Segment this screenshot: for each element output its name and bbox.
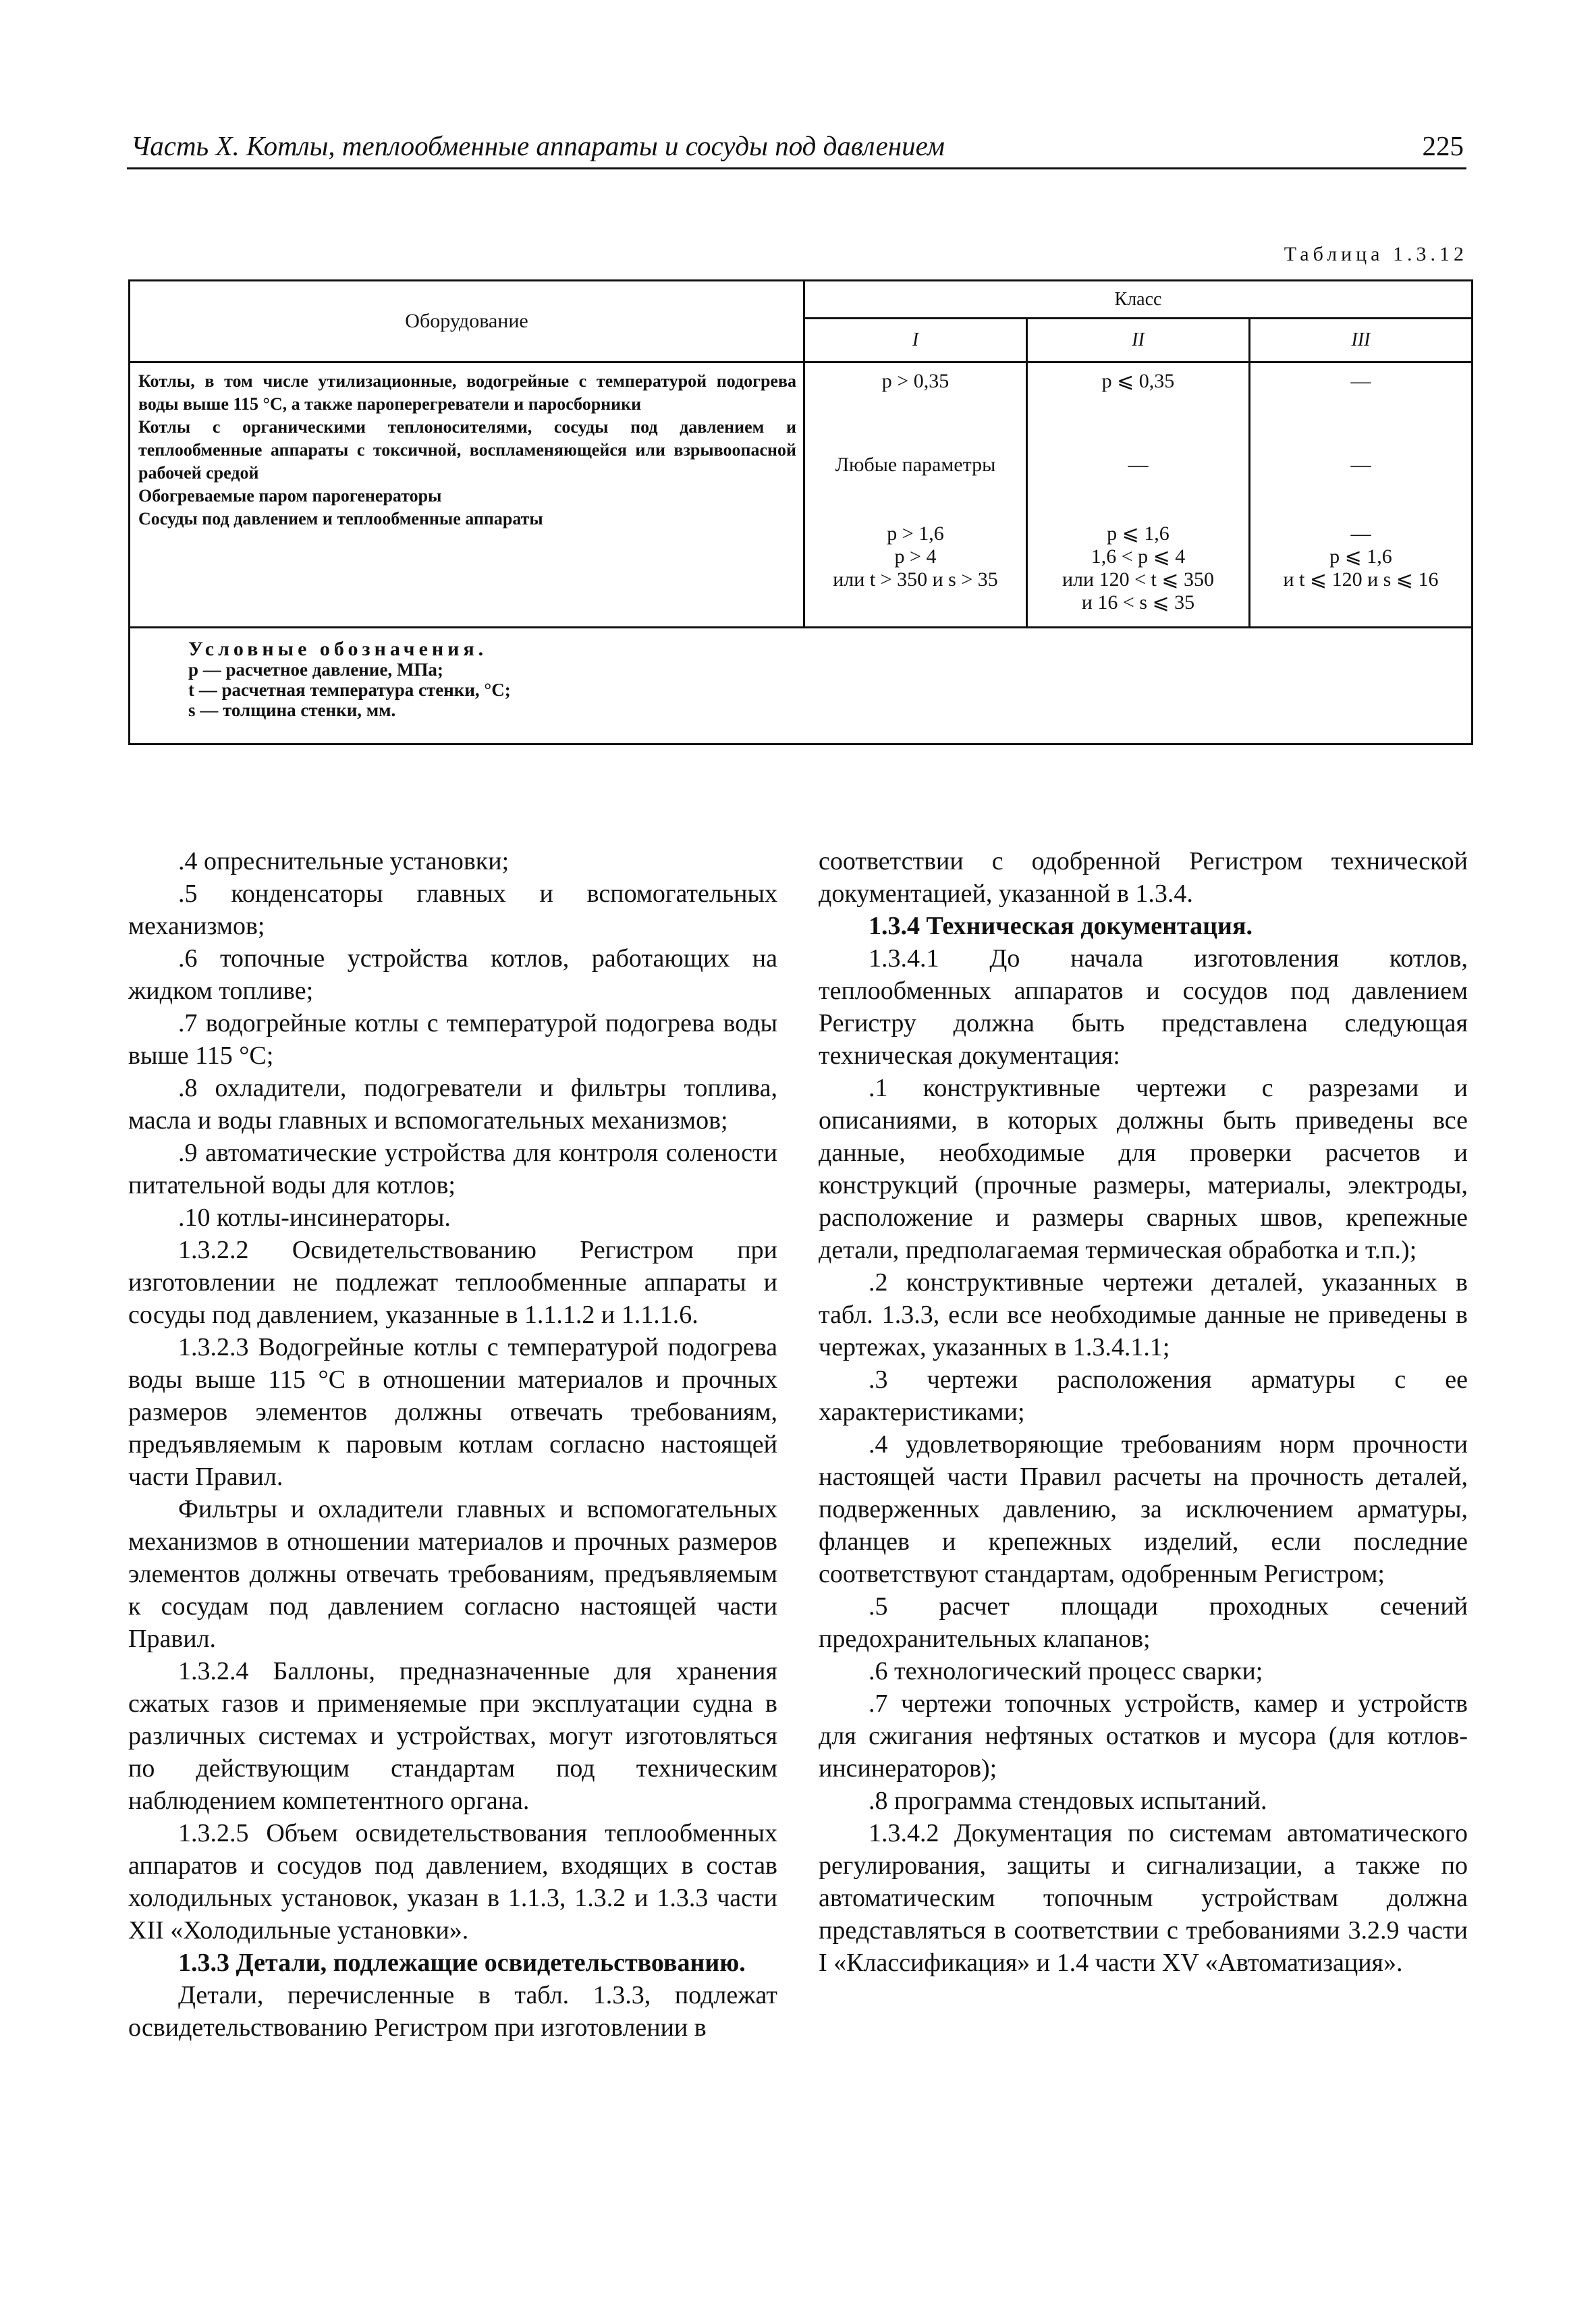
class2-value: 1,6 < p ⩽ 4	[1091, 545, 1186, 568]
class3-value: —	[1350, 370, 1371, 392]
classification-table	[128, 279, 1473, 745]
class3-value: —	[1350, 454, 1371, 476]
class1-value: p > 0,35	[881, 370, 950, 392]
running-header	[127, 127, 1466, 169]
legend-title: Условные обозначения.	[188, 638, 488, 660]
paragraph: .8 программа стендовых испытаний.	[869, 1787, 1267, 1815]
class2-cell	[1027, 362, 1250, 628]
class2-value: и 16 < s ⩽ 35	[1081, 591, 1195, 614]
paragraph: .2 конструктивные чертежи деталей, указанных в табл. 1.3.3, если все необходимые данные не приведены в чертежах, указанных в 1.3.4.1.1;	[819, 1268, 1468, 1361]
paragraph: соответствии с одобренной Регистром технической документацией, указанной в 1.3.4.	[819, 847, 1468, 908]
legend-cell	[130, 628, 1473, 744]
paragraph: .7 чертежи топочных устройств, камер и устройств для сжигания нефтяных остатков и мусора (для котлов-инсинераторов);	[819, 1689, 1468, 1783]
left-column	[128, 845, 777, 2044]
paragraph: .8 охладители, подогреватели и фильтры топлива, масла и воды главных и вспомогательных механизмов;	[128, 1074, 777, 1135]
paragraph: .4 опреснительные установки;	[178, 847, 510, 875]
paragraph: 1.3.2.4 Баллоны, предназначенные для хранения сжатых газов и применяемые при эксплуатации судна в различных системах и устройствах, могут изготовляться по действующим стандартам под техническим наблюдением компетентного органа.	[128, 1657, 777, 1815]
paragraph: .9 автоматические устройства для контроля солености питательной воды для котлов;	[128, 1139, 777, 1199]
paragraph: .7 водогрейные котлы с температурой подогрева воды выше 115 °С;	[128, 1009, 777, 1070]
class3-value: и t ⩽ 120 и s ⩽ 16	[1283, 568, 1439, 591]
paragraph: .6 технологический процесс сварки;	[869, 1657, 1263, 1685]
legend-s: s — толщина стенки, мм.	[188, 700, 396, 720]
class2-value: p ⩽ 1,6	[1107, 522, 1170, 545]
paragraph: .4 удовлетворяющие требованиям норм прочности настоящей части Правил расчеты на прочность деталей, подверженных давлению, за исключением арматуры, фланцев и крепежных изделий, если последние соответствуют стандартам, одобренным Регистром;	[819, 1430, 1468, 1588]
class2-value: или 120 < t ⩽ 350	[1062, 568, 1214, 591]
section-heading: 1.3.4 Техническая документация.	[869, 912, 1253, 940]
paragraph: .5 расчет площади проходных сечений предохранительных клапанов;	[819, 1592, 1468, 1653]
paragraph: 1.3.2.5 Объем освидетельствования теплообменных аппаратов и сосудов под давлением, входящих в состав холодильных установок, указан в 1.1.3, 1.3.2 и 1.3.3 части XII «Холодильные установки».	[128, 1819, 777, 1945]
table-caption: Таблица 1.3.12	[1284, 243, 1468, 265]
class-label-1: I	[804, 319, 1027, 362]
paragraph: .5 конденсаторы главных и вспомогательных механизмов;	[128, 879, 777, 940]
class2-value: —	[1128, 454, 1149, 476]
class-label-2: II	[1027, 319, 1250, 362]
header-equipment: Оборудование	[130, 281, 804, 362]
legend-p: p — расчетное давление, МПа;	[188, 659, 443, 680]
class3-cell	[1250, 362, 1473, 628]
class1-value: Любые параметры	[835, 454, 996, 476]
paragraph: .6 топочные устройства котлов, работающих на жидком топливе;	[128, 944, 777, 1005]
equipment-item: Обогреваемые паром парогенераторы	[138, 486, 442, 506]
equipment-item: Сосуды под давлением и теплообменные аппараты	[138, 509, 543, 529]
legend-t: t — расчетная температура стенки, °С;	[188, 680, 511, 700]
paragraph: Фильтры и охладители главных и вспомогательных механизмов в отношении материалов и прочных размеров элементов должны отвечать требованиям, предъявляемым к сосудам под давлением согласно настоящей части Правил.	[128, 1495, 777, 1653]
paragraph: .1 конструктивные чертежи с разрезами и описаниями, в которых должны быть приведены все данные, необходимые для проверки расчетов и конструкций (прочные размеры, материалы, электроды, расположение и размеры сварных швов, крепежные детали, предполагаемая термическая обработка и т.п.);	[819, 1074, 1468, 1264]
paragraph: Детали, перечисленные в табл. 1.3.3, подлежат освидетельствованию Регистром при изготовлении в	[128, 1981, 777, 2042]
class1-value: p > 1,6	[887, 522, 944, 545]
class1-cell	[804, 362, 1027, 628]
paragraph: .3 чертежи расположения арматуры с ее характеристиками;	[819, 1365, 1468, 1426]
paragraph: 1.3.2.3 Водогрейные котлы с температурой подогрева воды выше 115 °С в отношении материалов и прочных размеров элементов должны отвечать требованиям, предъявляемым к паровым котлам согласно настоящей части Правил.	[128, 1333, 777, 1491]
paragraph: 1.3.4.1 До начала изготовления котлов, теплообменных аппаратов и сосудов под давлением Регистру должна быть представлена следующая техническая документация:	[819, 944, 1468, 1070]
right-column	[819, 845, 1468, 1979]
equipment-item: Котлы с органическими теплоносителями, сосуды под давлением и теплообменные аппараты с токсичной, воспламеняющейся или взрывоопасной рабочей средой	[138, 417, 796, 483]
class3-value: p ⩽ 1,6	[1329, 545, 1392, 568]
paragraph: 1.3.2.2 Освидетельствованию Регистром при изготовлении не подлежат теплообменные аппараты и сосуды под давлением, указанные в 1.1.1.2 и 1.1.1.6.	[128, 1236, 777, 1329]
class1-value: p > 4	[894, 545, 937, 568]
class-label-3: III	[1250, 319, 1473, 362]
equipment-cell	[130, 362, 804, 628]
class3-value: —	[1350, 522, 1371, 545]
equipment-item: Котлы, в том числе утилизационные, водогрейные с температурой подогрева воды выше 115 °С, а также пароперегреватели и паросборники	[138, 371, 796, 414]
header-title: Часть X. Котлы, теплообменные аппараты и сосуды под давлением	[131, 130, 945, 161]
class1-value: или t > 350 и s > 35	[833, 568, 998, 591]
header-class: Класс	[804, 281, 1473, 319]
section-heading: 1.3.3 Детали, подлежащие освидетельствованию.	[178, 1949, 746, 1977]
paragraph: 1.3.4.2 Документация по системам автоматического регулирования, защиты и сигнализации, а также по автоматическим топочным устройствам должна представляться в соответствии с требованиями 3.2.9 части I «Классификация» и 1.4 части XV «Автоматизация».	[819, 1819, 1468, 1977]
class2-value: p ⩽ 0,35	[1101, 370, 1175, 392]
paragraph: .10 котлы-инсинераторы.	[178, 1203, 451, 1232]
page-number: 225	[1422, 130, 1464, 161]
